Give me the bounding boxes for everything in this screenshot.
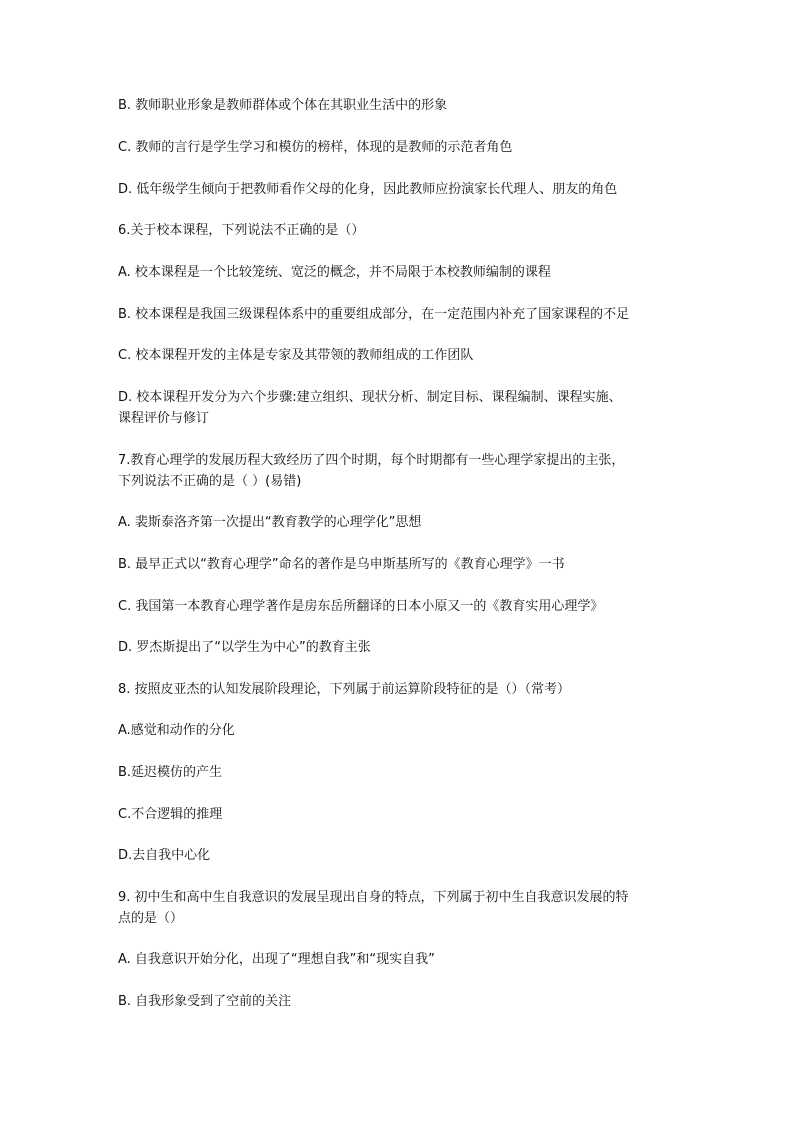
option-6a: A. 校本课程是一个比较笼统、宽泛的概念，并不局限于本校教师编制的课程 — [118, 265, 551, 280]
option-8c: C.不合逻辑的推理 — [118, 807, 223, 822]
option-7c: C. 我国第一本教育心理学著作是房东岳所翻译的日本小原又一的《教育实用心理学》 — [118, 599, 604, 614]
option-5b: B. 教师职业形象是教师群体或个体在其职业生活中的形象 — [118, 98, 448, 113]
question-7: 7.教育心理学的发展历程大致经历了四个时期，每个时期都有一些心理学家提出的主张， — [118, 453, 625, 468]
question-9-continued: 点的是（） — [118, 911, 184, 926]
option-8d: D.去自我中心化 — [118, 848, 211, 863]
option-7a: A. 裴斯泰洛齐第一次提出“教育教学的心理学化”思想 — [118, 515, 422, 530]
question-6: 6.关于校本课程，下列说法不正确的是（） — [118, 223, 365, 238]
option-9b: B. 自我形象受到了空前的关注 — [118, 994, 292, 1009]
option-5c: C. 教师的言行是学生学习和模仿的榜样，体现的是教师的示范者角色 — [118, 140, 513, 155]
option-5d: D. 低年级学生倾向于把教师看作父母的化身，因此教师应扮演家长代理人、朋友的角色 — [118, 182, 618, 197]
option-7d: D. 罗杰斯提出了“以学生为中心”的教育主张 — [118, 640, 371, 655]
option-8b: B.延迟模仿的产生 — [118, 765, 223, 780]
question-7-continued: 下列说法不正确的是（ ）(易错) — [118, 474, 302, 489]
option-7b: B. 最早正式以“教育心理学”命名的著作是乌申斯基所写的《教育心理学》一书 — [118, 557, 565, 572]
question-8: 8. 按照皮亚杰的认知发展阶段理论，下列属于前运算阶段特征的是（）（常考） — [118, 682, 571, 697]
option-6d-continued: 课程评价与修订 — [118, 411, 210, 426]
option-9a: A. 自我意识开始分化，出现了“理想自我”和“现实自我” — [118, 952, 435, 967]
option-6c: C. 校本课程开发的主体是专家及其带领的教师组成的工作团队 — [118, 348, 474, 363]
question-9: 9. 初中生和高中生自我意识的发展呈现出自身的特点，下列属于初中生自我意识发展的特 — [118, 890, 629, 905]
option-6b: B. 校本课程是我国三级课程体系中的重要组成部分，在一定范围内补充了国家课程的不足 — [118, 307, 630, 322]
option-6d: D. 校本课程开发分为六个步骤:建立组织、现状分析、制定目标、课程编制、课程实施、 — [118, 390, 622, 405]
option-8a: A.感觉和动作的分化 — [118, 723, 235, 738]
